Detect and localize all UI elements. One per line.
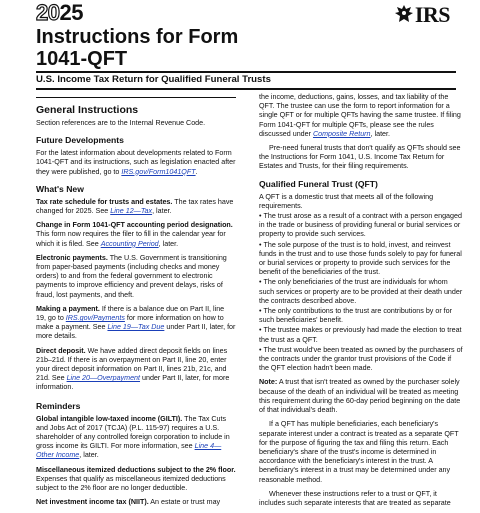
subtitle-rule [36,88,456,90]
reminders-heading: Reminders [36,400,81,411]
tax-rate-text: The tax rates have changed for 2025. See [36,197,234,216]
accounting-period-paragraph [36,221,236,249]
list-item: • The trustee makes or previously had made the election to treat the trust as a QFT. [259,326,463,344]
p1-text: the income, deductions, gains, losses, and tax liability of the QFT. The trustee can use the form to report information for a single QFT or for multiple QFTs having the same trustee. If filing Form 1041-QFT for multiple QFTs, please see the rules discussed under [259,93,461,138]
tax-rate-end: , later. [152,207,172,216]
making-payment-paragraph [36,305,236,342]
making-mid: for more information on how to make a payment. See [36,314,224,332]
form-year [36,1,83,25]
pre-need-paragraph: Pre-need funeral trusts that don't qualify as QFTs should see the Instructions for Form 1041, U.S. Income Tax Return for Estates and Trusts, for their filing requirements. [259,144,461,171]
year-suffix: 25 [59,0,83,25]
change-end: , later. [158,239,179,248]
line-12-tax-link[interactable]: Line 12—Tax [110,207,153,216]
making-text: If there is a balance due on Part II, line 19, go to [36,304,225,323]
general-instructions-heading: General Instructions [36,104,139,116]
irs-logo-text: IRS [414,2,450,27]
composite-return-link[interactable]: Composite Return [312,129,371,138]
future-developments-text: For the latest information about developments related to Form 1041-QFT and its instructions, such as legislation enacted after they were published, go to IRS.gov/Form1041QFT. [36,149,236,176]
direct-end: under Part II, later, for more information. [36,374,230,392]
line-20-overpayment-link[interactable]: Line 20—Overpayment [66,374,141,383]
misc-lead: Miscellaneous itemized deductions subject to the 2% floor. [36,465,236,474]
qft-requirements-list [259,212,463,373]
irs-payments-link[interactable]: IRS.gov/Payments [65,314,125,323]
gilti-paragraph [36,415,236,461]
list-item: • The trust arose as a result of a contract with a person engaged in the trade or business of providing funeral or burial services or property to provide such services. [259,212,463,240]
electronic-payments-paragraph [36,254,236,300]
separate-interests-paragraph: Whenever these instructions refer to a trust or QFT, it includes such separate interests that are treated as separate [259,489,451,507]
change-lead: Change in Form 1041-QFT accounting period designation. [36,221,233,230]
future-developments-heading: Future Developments [36,135,124,146]
note-text: A trust that isn't treated as owned by the purchaser solely because of the death of an individual will be treated as meeting this requirement during the 60-day period beginning on the date of that individual's death. [259,378,461,415]
misc-deductions-paragraph [36,466,236,494]
title-rule [36,71,456,73]
direct-deposit-paragraph [36,347,236,393]
electronic-text: The U.S. Government is transitioning from paper-based payments (including checks and money orders) to and from the federal government to electronic payments to improve efficiency and prevent delays, risks of fraud, lost payments, and theft. [36,253,227,299]
qft-intro: A QFT is a domestic trust that meets all of the following requirements. [259,192,434,210]
accounting-period-link[interactable]: Accounting Period [100,239,159,248]
change-text: This form now requires the filer to fill in the calendar year for which it is filed. See [36,230,226,248]
tax-rate-lead: Tax rate schedule for trusts and estates. [36,197,173,206]
qft-form-paragraph [259,93,463,139]
qft-heading: Qualified Funeral Trust (QFT) [259,178,378,189]
general-instructions-text: Section references are to the Internal Revenue Code. [36,119,206,127]
gilti-text: The Tax Cuts and Jobs Act of 2017 (TCJA) (P.L. 115-97) requires a U.S. shareholder of any controlled foreign corporation to include in gross income its GILTI. For more information, see [36,414,230,451]
whats-new-heading: What's New [36,183,84,194]
line-4-other-income-link[interactable]: Line 4—Other Income [36,442,222,460]
list-item: • The sole purpose of the trust is to hold, invest, and reinvest funds in the trust and to use those funds solely to pay for funeral or burial services or property to provide such services for the benefit of the beneficiaries of the trust. [259,241,463,278]
year-prefix: 20 [36,0,60,25]
eagle-icon [394,4,414,26]
title-line-2: 1041-QFT [36,48,128,70]
right-column [259,93,463,513]
making-lead: Making a payment. [36,304,100,313]
niit-lead: Net investment income tax (NIIT). [36,498,149,507]
gilti-end: , later. [79,451,99,460]
future-developments-link[interactable]: IRS.gov/Form1041QFT [121,167,196,176]
electronic-lead: Electronic payments. [36,253,108,262]
tax-rate-paragraph [36,198,236,216]
misc-text: Expenses that qualify as miscellaneous itemized deductions subject to the 2% floor are no longer deductible. [36,474,226,493]
making-end: under Part II, later, for more details. [36,323,236,341]
page-title [36,26,238,70]
niit-paragraph [36,498,236,507]
list-item: • The trust would've been treated as owned by the purchasers of the contracts under the grantor trust provisions of the Code if the QFT election hadn't been made. [259,346,463,374]
note-lead: Note: [259,378,278,387]
direct-text: We have added direct deposit fields on lines 21b–21d. If there is an overpayment on Part II, line 20, enter your direct deposit information on Part II, lines 21b, 21c, and 21d. See [36,346,228,383]
list-item: • The only beneficiaries of the trust are individuals for whom such services or property are to be provided at their death under the contracts described above. [259,278,463,306]
page-subtitle: U.S. Income Tax Return for Qualified Funeral Trusts [36,74,271,85]
future-text: For the latest information about developments related to Form 1041-QFT and its instructions, such as legislation enacted after they were published, go to [36,149,236,176]
left-column [36,104,236,513]
title-line-1: Instructions for Form [36,26,239,48]
p1-end: , later. [370,129,390,138]
multiple-beneficiaries-paragraph: If a QFT has multiple beneficiaries, each beneficiary's separate interest under a contract is treated as a separate QFT for the purpose of figuring the tax and filing this return. Each beneficiary's share of the trust's income is determined in accordance with the beneficiary's interest in the trust. A beneficiary's interest in a trust may be determined under any reasonable method. [259,420,459,484]
left-column-rule [36,97,236,98]
line-19-tax-due-link[interactable]: Line 19—Tax Due [107,323,165,332]
irs-logo [394,3,450,27]
note-paragraph [259,378,463,415]
direct-lead: Direct deposit. [36,346,86,355]
gilti-lead: Global intangible low-taxed income (GILTI). [36,414,183,423]
niit-text: An estate or trust may [148,498,221,507]
list-item: • The only contributions to the trust are contributions by or for such beneficiaries' benefit. [259,307,463,325]
